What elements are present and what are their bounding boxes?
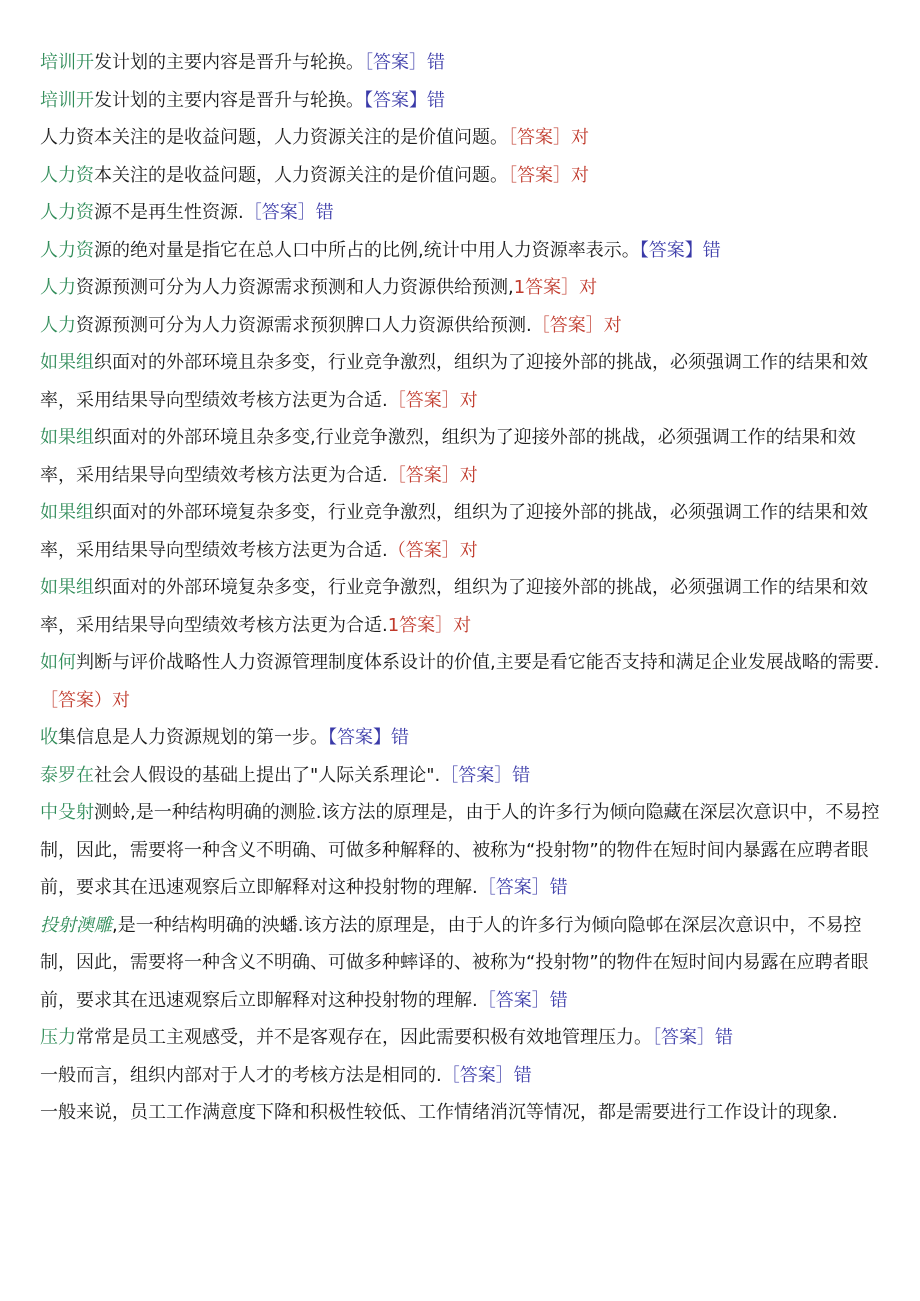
question-entry (40, 1057, 882, 1095)
entry-lead-text: 人力资 (40, 239, 94, 261)
entry-body-text: 人力资本关注的是收益问题，人力资源关注的是价值问题。 (40, 127, 508, 148)
entry-body-text: 发计划的主要内容是晋升与轮换。 (94, 89, 364, 111)
answer-label: 【答案】错 (364, 89, 445, 111)
entry-lead-text: 压力 (40, 1027, 76, 1048)
question-entry (40, 307, 882, 345)
answer-label: 【答案】错 (328, 727, 409, 748)
entry-body-text: 社会人假设的基础上提出了"人际关系理论". (94, 764, 441, 786)
entry-body-text: 资源预测可分为人力资源需求预测和人力资源供给预测, (76, 277, 514, 298)
entry-body-text: ,是一种结构明确的泱蟠.该方法的原理是，由于人的许多行为倾向隐邨在深层次意识中，不易控制，因此，需要将一种含义不明确、可做多种蟀译的、被称为“投射物”的物件在短时间内易露在应聘者眼前，要求其在迅速观察后立即解释对这种投射物的理解. (40, 914, 869, 1011)
answer-label: ［答案］错 (440, 764, 531, 786)
answer-label: ［答案］错 (243, 202, 334, 223)
answer-label: ［答案］对 (508, 164, 589, 186)
question-entry (40, 757, 882, 795)
question-entry (40, 44, 882, 82)
answer-label: ［答案）对 (40, 689, 130, 711)
entry-body-text: 常常是员工主观感受，并不是客观存在，因此需要积极有效地管理压力。 (76, 1027, 652, 1048)
answer-label: ［答案］对 (387, 389, 478, 411)
answer-label: ［答案］错 (364, 52, 445, 73)
question-entry (40, 119, 882, 157)
entry-body-text: 织面对的外部环境复杂多变，行业竞争激烈，组织为了迎接外部的挑战，必须强调工作的结果和效率，采用结果导向型绩效考核方法更为合适. (40, 502, 868, 561)
answer-label: ［答案］错 (477, 877, 568, 898)
entry-body-text: 本关注的是收益问题，人力资源关注的是价值问题。 (94, 164, 508, 186)
entry-lead-text: 如何 (40, 652, 76, 673)
answer-label: ［答案］对 (531, 314, 622, 336)
answer-label: ［答案］错 (652, 1027, 733, 1048)
question-entry (40, 719, 882, 757)
entry-body-text: 一般而言，组织内部对于人才的考核方法是相同的. (40, 1064, 442, 1086)
answer-label: （答案］对 (387, 539, 478, 561)
question-entry (40, 794, 882, 907)
entry-body-text: 资源预测可分为人力资源需求预狈脾口人力资源供给预测. (76, 314, 532, 336)
answer-label: 1答案］对 (513, 277, 598, 298)
entry-body-text: 一般来说，员工工作满意度下降和积极性较低、工作情绪消沉等情况，都是需要进行工作设计的现象. (40, 1102, 838, 1123)
entry-body-text: 织面对的外部环境且杂多变,行业竞争激烈，组织为了迎接外部的挑战，必须强调工作的结果和效率，采用结果导向型绩效考核方法更为合适. (40, 427, 856, 486)
document-body (40, 44, 882, 1132)
question-entry (40, 157, 882, 195)
question-entry (40, 419, 882, 494)
answer-label: ［答案］对 (508, 127, 589, 148)
entry-body-text: 织面对的外部环境复杂多变，行业竞争激烈，组织为了迎接外部的挑战，必须强调工作的结果和效率，采用结果导向型绩效考核方法更为合适. (40, 577, 868, 636)
entry-body-text: 测蛉,是一种结构明确的测脸.该方法的原理是，由于人的许多行为倾向隐藏在深层次意识中，不易控制，因此，需要将一种含义不明确、可做多种解释的、被称为“投射物”的物件在短时间内暴露在应聘者眼前，要求其在迅速观察后立即解释对这种投射物的理解. (40, 802, 880, 898)
question-entry (40, 82, 882, 120)
question-entry (40, 1019, 882, 1057)
question-entry (40, 907, 882, 1020)
answer-label: 【答案】错 (639, 239, 721, 261)
entry-body-text: 判断与评价战略性人力资源管理制度体系设计的价值,主要是看它能否支持和满足企业发展战略的需要. (76, 652, 880, 673)
entry-lead-text: 培训开 (40, 52, 94, 73)
entry-lead-text: 泰罗在 (40, 764, 94, 786)
question-entry (40, 569, 882, 644)
entry-body-text: 源不是再生性资源. (94, 202, 244, 223)
entry-lead-text: 培训开 (40, 89, 94, 111)
entry-body-text: 发计划的主要内容是晋升与轮换。 (94, 52, 364, 73)
entry-lead-text: 投射澳雕 (40, 914, 112, 936)
entry-lead-text: 人力资 (40, 202, 94, 223)
entry-body-text: 织面对的外部环境且杂多变，行业竞争激烈，组织为了迎接外部的挑战，必须强调工作的结果和效率，采用结果导向型绩效考核方法更为合适. (40, 352, 868, 411)
answer-label: ［答案］对 (387, 464, 478, 486)
entry-lead-text: 如果组 (40, 352, 94, 373)
question-entry (40, 269, 882, 307)
entry-lead-text: 人力资 (40, 164, 94, 186)
entry-lead-text: 如果组 (40, 502, 94, 523)
entry-lead-text: 如果组 (40, 577, 94, 598)
question-entry (40, 494, 882, 569)
entry-lead-text: 人力 (40, 277, 76, 298)
entry-lead-text: 人力 (40, 314, 76, 336)
question-entry (40, 194, 882, 232)
entry-body-text: 集信息是人力资源规划的第一步。 (58, 727, 328, 748)
answer-label: 1答案］对 (387, 614, 472, 636)
question-entry (40, 232, 882, 270)
question-entry (40, 1094, 882, 1132)
entry-body-text: 源的绝对量是指它在总人口中所占的比例,统计中用人力资源率表示。 (94, 239, 640, 261)
answer-label: ［答案］错 (477, 989, 568, 1011)
entry-lead-text: 收 (40, 727, 58, 748)
entry-lead-text: 如果组 (40, 427, 94, 448)
entry-lead-text: 中殳射 (40, 802, 94, 823)
question-entry (40, 644, 882, 719)
answer-label: ［答案］错 (441, 1064, 532, 1086)
question-entry (40, 344, 882, 419)
